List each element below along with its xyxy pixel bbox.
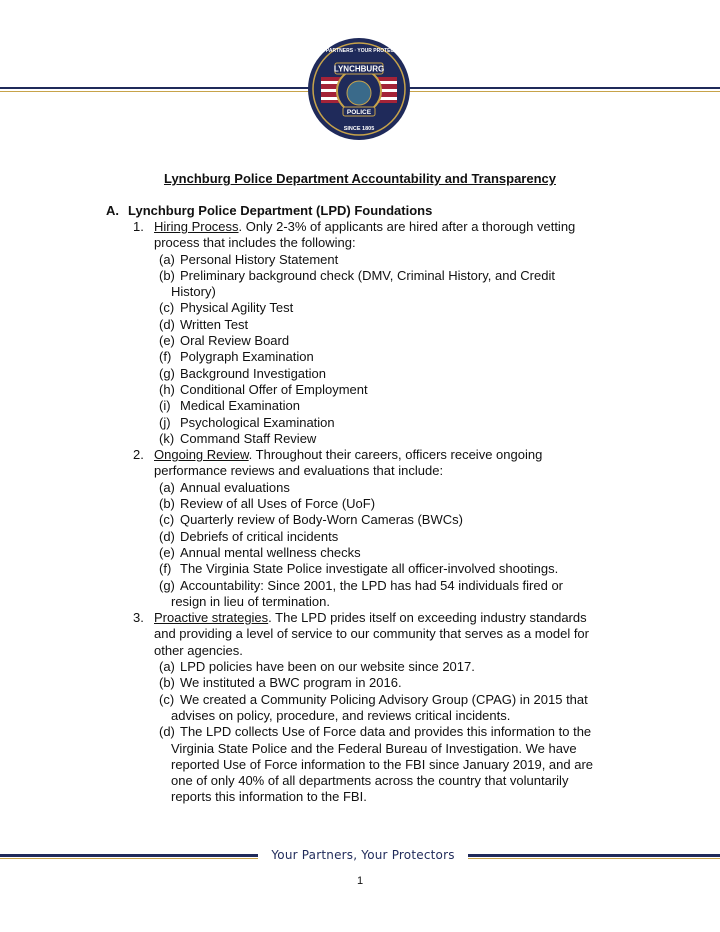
section-label: A. bbox=[106, 203, 119, 218]
badge-city-text: LYNCHBURG bbox=[333, 64, 385, 74]
list-item bbox=[0, 610, 720, 626]
sub-item-label: (h) bbox=[159, 381, 175, 397]
sub-item-line bbox=[0, 692, 720, 708]
sub-item-label: (g) bbox=[159, 577, 175, 593]
sub-item-text: Personal History Statement bbox=[180, 251, 339, 267]
sub-item-line bbox=[0, 675, 720, 691]
item-first-line bbox=[154, 610, 587, 626]
sub-item-line bbox=[0, 268, 720, 284]
document-title: Lynchburg Police Department Accountability and Transparency bbox=[163, 171, 556, 186]
item-continuation-text: process that includes the following: bbox=[154, 235, 356, 251]
sub-item-line bbox=[0, 415, 720, 431]
sub-item-line bbox=[0, 724, 720, 740]
sub-item-line bbox=[0, 317, 720, 333]
sub-item-line bbox=[0, 789, 720, 805]
sub-item-line bbox=[0, 398, 720, 414]
section-heading bbox=[106, 203, 432, 218]
sub-item-line bbox=[0, 431, 720, 447]
sub-item-line bbox=[0, 512, 720, 528]
item-continuation-line bbox=[0, 463, 720, 479]
sub-item-label: (f) bbox=[159, 349, 172, 365]
item-continuation-line bbox=[0, 235, 720, 251]
sub-item-text: Review of all Uses of Force (UoF) bbox=[180, 496, 376, 512]
item-continuation-text: and providing a level of service to our community that serves as a model for bbox=[154, 626, 589, 642]
item-continuation-text: other agencies. bbox=[154, 642, 243, 658]
sub-item-label: (e) bbox=[159, 333, 175, 349]
sub-item-line bbox=[0, 659, 720, 675]
page-number: 1 bbox=[356, 875, 364, 887]
sub-item-text: one of only 40% of all departments across the country that voluntarily bbox=[171, 773, 569, 789]
sub-item-label: (e) bbox=[159, 544, 175, 560]
sub-item-label: (c) bbox=[159, 300, 175, 316]
sub-item-line bbox=[0, 561, 720, 577]
sub-item-text: reports this information to the FBI. bbox=[171, 789, 367, 805]
item-first-line bbox=[154, 447, 542, 463]
sub-item-text: Medical Examination bbox=[180, 398, 300, 414]
sub-item-line bbox=[0, 382, 720, 398]
sub-item-text: Preliminary background check (DMV, Criminal History, and Credit bbox=[180, 267, 555, 283]
sub-item-label: (d) bbox=[159, 724, 175, 740]
sub-item-text: advises on policy, procedure, and reviews critical incidents. bbox=[171, 707, 511, 723]
item-heading-link: Ongoing Review bbox=[154, 447, 249, 463]
sub-item-text: The Virginia State Police investigate all officer-involved shootings. bbox=[180, 561, 559, 577]
sub-item-line bbox=[0, 529, 720, 545]
section-title: Lynchburg Police Department (LPD) Foundations bbox=[128, 203, 433, 218]
document-body bbox=[0, 219, 720, 806]
sub-item-text: We created a Community Policing Advisory Group (CPAG) in 2015 that bbox=[180, 691, 588, 707]
sub-item-text: Accountability: Since 2001, the LPD has had 54 individuals fired or bbox=[180, 577, 564, 593]
sub-item-line bbox=[0, 333, 720, 349]
sub-item-label: (d) bbox=[159, 316, 175, 332]
sub-item-line bbox=[0, 300, 720, 316]
sub-item-label: (j) bbox=[159, 414, 171, 430]
sub-item-line bbox=[0, 349, 720, 365]
sub-item-text: The LPD collects Use of Force data and provides this information to the bbox=[180, 724, 592, 740]
police-badge-logo bbox=[307, 37, 411, 141]
item-first-line bbox=[154, 219, 575, 235]
item-heading-link: Proactive strategies bbox=[154, 610, 269, 626]
sub-item-label: (b) bbox=[159, 496, 175, 512]
sub-item-label: (a) bbox=[159, 251, 175, 267]
sub-item-label: (i) bbox=[159, 398, 171, 414]
badge-motto-text: YOUR PARTNERS · YOUR PROTECTORS bbox=[310, 48, 408, 54]
item-first-line-text: . Throughout their careers, officers receive ongoing bbox=[248, 447, 543, 463]
sub-item-line bbox=[0, 594, 720, 610]
sub-item-line bbox=[0, 578, 720, 594]
sub-item-label: (g) bbox=[159, 365, 175, 381]
sub-item-label: (b) bbox=[159, 675, 175, 691]
badge-since-text: SINCE 1805 bbox=[343, 126, 375, 132]
item-number: 1. bbox=[133, 219, 144, 234]
sub-item-label: (k) bbox=[159, 430, 175, 446]
list-item bbox=[0, 447, 720, 463]
item-first-line-text: . Only 2-3% of applicants are hired after a thorough vetting bbox=[238, 219, 576, 234]
sub-item-text: LPD policies have been on our website since 2017. bbox=[180, 659, 475, 675]
sub-item-label: (d) bbox=[159, 528, 175, 544]
footer-tagline: Your Partners, Your Protectors bbox=[271, 848, 455, 862]
sub-item-text: Command Staff Review bbox=[180, 430, 317, 446]
item-first-line-text: . The LPD prides itself on exceeding industry standards bbox=[268, 610, 587, 626]
sub-item-text: Oral Review Board bbox=[180, 333, 290, 349]
sub-item-line bbox=[0, 545, 720, 561]
sub-item-label: (a) bbox=[159, 659, 175, 675]
sub-item-text: reported Use of Force information to the FBI since January 2019, and are bbox=[171, 756, 594, 772]
sub-item-line bbox=[0, 708, 720, 724]
sub-item-text: Annual mental wellness checks bbox=[180, 544, 361, 560]
sub-item-text: resign in lieu of termination. bbox=[171, 593, 330, 609]
sub-item-line bbox=[0, 741, 720, 757]
sub-item-text: Quarterly review of Body-Worn Cameras (BWCs) bbox=[180, 512, 463, 528]
list-item bbox=[0, 219, 720, 235]
sub-item-label: (a) bbox=[159, 479, 175, 495]
sub-item-line bbox=[0, 252, 720, 268]
sub-item-line bbox=[0, 773, 720, 789]
sub-item-label: (b) bbox=[159, 267, 175, 283]
sub-item-text: Conditional Offer of Employment bbox=[180, 381, 368, 397]
sub-item-label: (c) bbox=[159, 512, 175, 528]
sub-item-text: We instituted a BWC program in 2016. bbox=[180, 675, 402, 691]
item-number: 2. bbox=[133, 447, 144, 463]
item-continuation-text: performance reviews and evaluations that include: bbox=[154, 463, 444, 479]
sub-item-label: (c) bbox=[159, 691, 175, 707]
sub-item-text: Background Investigation bbox=[180, 365, 326, 381]
sub-item-line bbox=[0, 757, 720, 773]
sub-item-text: Debriefs of critical incidents bbox=[180, 528, 339, 544]
item-continuation-line bbox=[0, 643, 720, 659]
item-number: 3. bbox=[133, 610, 144, 626]
sub-item-line bbox=[0, 366, 720, 382]
sub-item-text: Polygraph Examination bbox=[180, 349, 314, 365]
sub-item-label: (f) bbox=[159, 561, 172, 577]
sub-item-line bbox=[0, 496, 720, 512]
sub-item-line bbox=[0, 480, 720, 496]
badge-dept-text: POLICE bbox=[346, 109, 372, 116]
sub-item-text: Annual evaluations bbox=[180, 479, 290, 495]
sub-item-text: Virginia State Police and the Federal Bureau of Investigation. We have bbox=[171, 740, 577, 756]
sub-item-line bbox=[0, 284, 720, 300]
sub-item-text: History) bbox=[171, 284, 216, 300]
sub-item-text: Psychological Examination bbox=[180, 414, 335, 430]
sub-item-text: Written Test bbox=[180, 316, 249, 332]
sub-item-text: Physical Agility Test bbox=[180, 300, 294, 316]
item-heading-link: Hiring Process bbox=[154, 219, 239, 234]
item-continuation-line bbox=[0, 626, 720, 642]
